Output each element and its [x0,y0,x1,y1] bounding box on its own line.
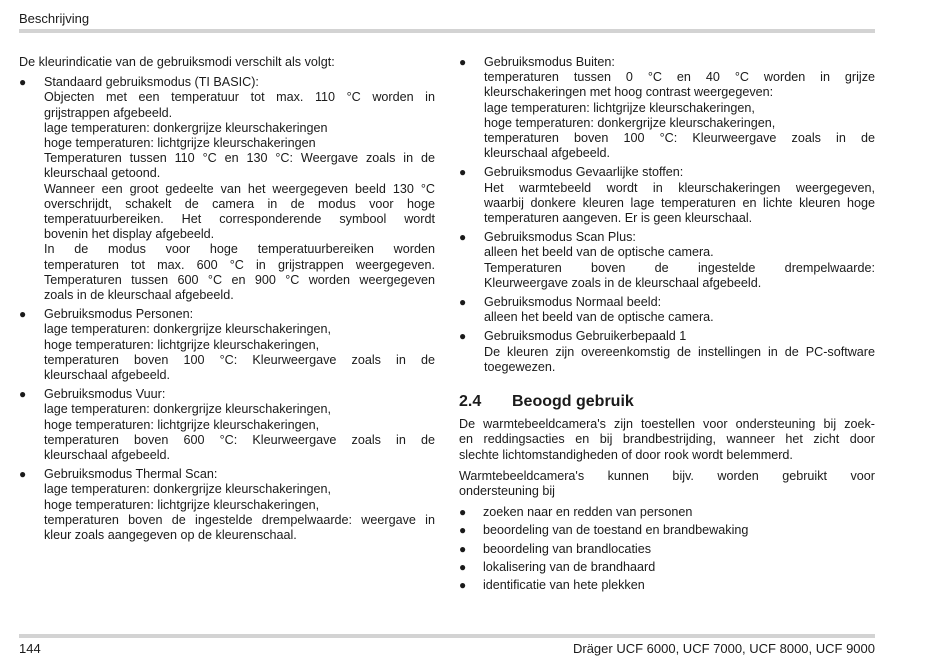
text-line: Temperaturen tussen 600 °C en 900 °C worden weergegeven [44,272,435,287]
footer-product-name: Dräger UCF 6000, UCF 7000, UCF 8000, UCF 9000 [572,641,875,656]
use-list-item [459,542,875,557]
mode-list-item [459,55,875,161]
use-text: beoordeling van de toestand en brandbewaking [483,523,749,538]
bullet-icon: ● [459,523,467,538]
mode-list-right [459,55,875,375]
text-line: bovenin het display afgebeeld. [44,227,215,242]
section-paragraph-2 [459,469,875,499]
mode-list-item [459,295,875,325]
text-line: alleen het beeld van de optische camera. [484,310,714,325]
text-line: Warmtebeeldcamera's kunnen bijv. worden gebruikt voor [459,468,875,483]
text-line: kleurschaal afgebeeld. [484,146,611,161]
text-line: waarbij donkere kleuren lage temperaturen en lichte kleuren hoge [484,195,875,210]
section-title: Beoogd gebruik [512,393,634,411]
text-line: De warmtebeeldcamera's zijn toestellen voor ondersteuning bij zoek- [459,417,875,432]
mode-title: Gebruiksmodus Vuur: [44,387,166,402]
use-text: identificatie van hete plekken [483,578,645,593]
bullet-icon: ● [19,467,27,482]
text-line: In de modus voor hoge temperatuurbereiken worden [44,242,435,257]
bullet-icon: ● [459,55,467,69]
mode-title: Gebruiksmodus Personen: [44,307,194,322]
text-line: Kleurweergave zoals in de kleurschaal afgebeeld. [484,275,762,290]
bullet-icon: ● [459,578,467,593]
use-text: beoordeling van brandlocaties [483,541,652,556]
text-line: kleurschaal afgebeeld. [44,368,171,383]
text-line: hoge temperaturen: lichtgrijze kleurschakeringen, [44,417,320,432]
mode-list-item [19,467,435,543]
bullet-icon: ● [19,387,27,402]
mode-title: Standaard gebruiksmodus (TI BASIC): [44,75,259,90]
text-line: hoge temperaturen: lichtgrijze kleurschakeringen, [44,337,320,352]
mode-title: Gebruiksmodus Buiten: [484,55,615,69]
text-line: hoge temperaturen: lichtgrijze kleurschakeringen, [44,497,320,512]
header-rule [19,29,875,33]
bullet-icon: ● [459,541,467,556]
text-line: Het warmtebeeld wordt in kleurschakeringen weergegeven, [484,180,875,195]
use-text: zoeken naar en redden van personen [483,505,693,520]
text-line: lage temperaturen: donkergrijze kleurschakeringen, [44,322,332,337]
text-line: lage temperaturen: donkergrijze kleurschakeringen, [44,402,332,417]
text-line: zoals in de kleurschaal afgebeeld. [44,288,234,303]
text-line: Objecten met een temperatuur tot max. 110 °C worden in [44,90,435,105]
mode-title: Gebruiksmodus Scan Plus: [484,230,636,245]
bullet-icon: ● [19,307,27,322]
intro-text: De kleurindicatie van de gebruiksmodi verschilt als volgt: [19,55,335,69]
mode-title: Gebruiksmodus Thermal Scan: [44,467,218,482]
use-list-item [459,505,875,520]
use-text: lokalisering van de brandhaard [483,559,656,574]
text-line: alleen het beeld van de optische camera. [484,245,714,260]
text-line: ondersteuning bij [459,484,555,499]
text-line: lage temperaturen: lichtgrijze kleurschakeringen, [484,100,755,115]
text-line: slechte lichtomstandigheden of door rook wordt belemmerd. [459,447,793,462]
use-list-item [459,523,875,538]
bullet-icon: ● [459,559,467,574]
text-line: hoge temperaturen: lichtgrijze kleurschakeringen [44,136,316,151]
page-header-title: Beschrijving [19,11,90,26]
text-line: kleurschaal afgebeeld. [44,448,171,463]
mode-list-item [19,387,435,463]
mode-list-left [19,75,435,543]
text-line: overschrijdt, schakelt de camera in de modus voor hoge [44,196,435,211]
text-line: kleur zoals aangegeven op de kleurenschaal. [44,528,297,543]
mode-list-item [459,165,875,226]
text-line: De kleuren zijn overeenkomstig de instellingen in de PC-software [484,344,875,359]
bullet-icon: ● [459,505,467,520]
text-line: temperaturen boven 100 °C: Kleurweergave zoals in de [484,131,875,146]
text-line: temperaturen aangeven. Er is geen kleurschaal. [484,211,753,226]
footer-page-number: 144 [19,641,41,656]
text-line: lage temperaturen: donkergrijze kleurschakeringen [44,120,328,135]
section-paragraph-1 [459,417,875,463]
uses-list [459,505,875,593]
text-line: toegewezen. [484,359,556,374]
mode-list-item [459,329,875,375]
bullet-icon: ● [459,230,467,245]
text-line: temperaturen tussen 0 °C en 40 °C worden in grijze [484,70,875,85]
bullet-icon: ● [459,295,467,310]
use-list-item [459,560,875,575]
text-line: kleurschakeringen met hoog contrast weergegeven: [484,85,774,100]
left-column [19,55,435,547]
bullet-icon: ● [459,329,467,344]
mode-list-item [459,230,875,291]
text-line: en reddingsacties en bij brandbestrijding, wanneer het zicht door [459,432,875,447]
bullet-icon: ● [459,165,467,180]
text-line: Temperaturen boven de ingestelde drempelwaarde: [484,260,875,275]
text-line: temperaturen boven 600 °C: Kleurweergave zoals in de [44,432,435,447]
text-line: hoge temperaturen: donkergrijze kleurschakeringen, [484,115,776,130]
text-line: temperatuurbereiken. Het corresponderende symbool wordt [44,212,435,227]
right-column [459,55,875,596]
text-line: temperaturen boven de ingestelde drempelwaarde: weergave in [44,512,435,527]
mode-title: Gebruiksmodus Gebruikerbepaald 1 [484,329,687,344]
text-line: Wanneer een groot gedeelte van het weergegeven beeld 130 °C [44,181,435,196]
mode-title: Gebruiksmodus Normaal beeld: [484,295,662,310]
bullet-icon: ● [19,75,27,90]
footer-rule [19,634,875,638]
use-list-item [459,578,875,593]
text-line: kleurschaal getoond. [44,166,161,181]
text-line: temperaturen tot max. 600 °C in grijstrappen weergegeven. [44,257,435,272]
text-line: Temperaturen tussen 110 °C en 130 °C: Weergave zoals in de [44,151,435,166]
mode-title: Gebruiksmodus Gevaarlijke stoffen: [484,165,684,180]
text-line: grijstrappen afgebeeld. [44,105,173,120]
mode-list-item [19,307,435,383]
section-number: 2.4 [459,393,482,411]
text-line: lage temperaturen: donkergrijze kleurschakeringen, [44,482,332,497]
mode-list-item [19,75,435,303]
text-line: temperaturen boven 100 °C: Kleurweergave zoals in de [44,352,435,367]
section-heading [459,394,875,409]
